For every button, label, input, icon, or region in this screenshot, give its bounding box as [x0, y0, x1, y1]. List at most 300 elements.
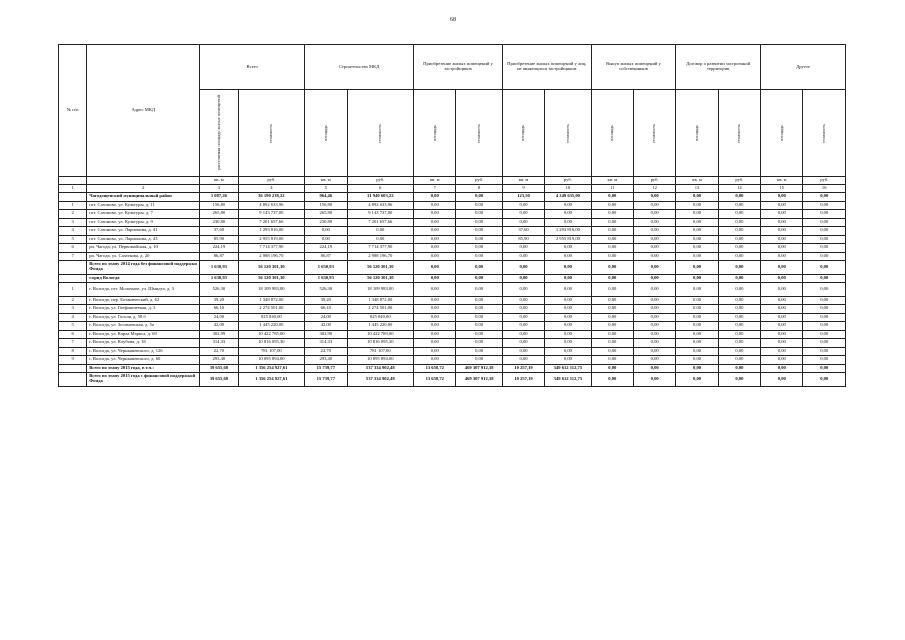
value-cell: 0,00	[347, 227, 414, 236]
value-cell: 0,00	[502, 283, 544, 297]
group-header-purchase-developers: Приобретение жилых помещений у застройщиков	[414, 45, 503, 90]
row-number-cell: 6	[59, 330, 87, 339]
value-cell: 0,00	[676, 339, 718, 348]
value-cell: 0,00	[414, 356, 456, 365]
column-number-cell: 4	[238, 185, 305, 193]
value-cell: 1 630,93	[305, 261, 347, 275]
value-cell: 0,00	[502, 261, 544, 275]
value-cell: 0,00	[591, 261, 633, 275]
value-cell: 56 120 301,30	[347, 261, 414, 275]
value-cell: 0,00	[633, 210, 675, 219]
subcolumn-header	[456, 90, 502, 177]
unit-cell: кв. м	[676, 177, 718, 185]
value-cell: 0,00	[633, 283, 675, 297]
column-number-cell: 14	[718, 185, 760, 193]
row-number-cell: 8	[59, 347, 87, 356]
unit-cell: руб.	[456, 177, 502, 185]
table-row	[59, 244, 846, 253]
value-cell: 0,00	[545, 283, 591, 297]
value-cell: 0,00	[414, 252, 456, 261]
value-cell: 4 892 633,96	[347, 201, 414, 210]
total-row	[59, 274, 846, 283]
group-header-total: Всего	[200, 45, 305, 90]
value-cell: 0,00	[591, 356, 633, 365]
value-cell: 0,00	[414, 235, 456, 244]
value-cell: 0,00	[633, 201, 675, 210]
value-cell: 0,00	[676, 296, 718, 305]
value-cell: 0,00	[545, 244, 591, 253]
value-cell: 39 655,68	[200, 364, 238, 373]
value-cell: 0,00	[803, 347, 846, 356]
value-cell: 0,00	[718, 227, 760, 236]
value-cell: 2 274 501,00	[238, 305, 305, 314]
subcolumn-header	[633, 90, 675, 177]
value-cell: 85,90	[502, 235, 544, 244]
address-cell: г. Вологда, ул. Карла Маркса, д. 69	[87, 330, 200, 339]
value-cell: 0,00	[718, 244, 760, 253]
value-cell: 0,00	[414, 339, 456, 348]
value-cell: 0,00	[761, 330, 803, 339]
value-cell: 0,00	[761, 227, 803, 236]
value-cell: 0,00	[456, 261, 502, 275]
row-number-cell	[59, 373, 87, 387]
table-row	[59, 347, 846, 356]
value-cell: 0,00	[803, 193, 846, 202]
value-cell: 293,40	[305, 356, 347, 365]
row-number-cell: 4	[59, 227, 87, 236]
value-cell: 10 422 789,00	[347, 330, 414, 339]
subcolumn-header-text: площадь	[778, 125, 784, 141]
value-cell: 0,00	[633, 313, 675, 322]
value-cell: 0,00	[676, 244, 718, 253]
value-cell: 0,00	[545, 347, 591, 356]
value-cell: 0,00	[456, 201, 502, 210]
column-numbers-row	[59, 185, 846, 193]
row-number-cell	[59, 193, 87, 202]
value-cell: 0,00	[545, 305, 591, 314]
value-cell: 0,00	[545, 261, 591, 275]
row-number-cell: 3	[59, 218, 87, 227]
value-cell: 0,00	[676, 364, 718, 373]
value-cell: 0,00	[414, 218, 456, 227]
value-cell: 0,00	[456, 210, 502, 219]
row-number-cell	[59, 364, 87, 373]
table-row	[59, 283, 846, 297]
row-number-cell: 3	[59, 305, 87, 314]
value-cell: 0,00	[545, 313, 591, 322]
total-row	[59, 261, 846, 275]
value-cell: 0,00	[591, 218, 633, 227]
table-row	[59, 218, 846, 227]
value-cell: 13 658,72	[414, 373, 456, 387]
value-cell: 1 087,26	[200, 193, 238, 202]
value-cell: 0,00	[545, 322, 591, 331]
value-cell: 0,00	[718, 347, 760, 356]
column-number-cell: 15	[761, 185, 803, 193]
value-cell: 0,00	[502, 322, 544, 331]
value-cell: 314,33	[200, 339, 238, 348]
unit-cell: кв. м	[591, 177, 633, 185]
value-cell: 0,00	[591, 305, 633, 314]
value-cell: 0,00	[803, 244, 846, 253]
subcolumn-header	[718, 90, 760, 177]
value-cell: 0,00	[676, 235, 718, 244]
value-cell: 13 658,72	[414, 364, 456, 373]
value-cell: 0,00	[545, 296, 591, 305]
value-cell: 0,00	[502, 330, 544, 339]
value-cell: 0,00	[803, 356, 846, 365]
subcolumn-header-text: стоимость	[564, 123, 570, 143]
value-cell: 0,00	[502, 356, 544, 365]
value-cell: 0,00	[761, 201, 803, 210]
column-number-cell: 7	[414, 185, 456, 193]
housing-program-table	[58, 44, 846, 387]
value-cell: 0,00	[803, 227, 846, 236]
value-cell: 0,00	[591, 252, 633, 261]
unit-cell: кв. м	[502, 177, 544, 185]
value-cell: 7 714 377,90	[238, 244, 305, 253]
value-cell: 526,30	[305, 283, 347, 297]
value-cell: 0,00	[676, 347, 718, 356]
value-cell: 0,00	[803, 201, 846, 210]
value-cell: 0,00	[718, 252, 760, 261]
value-cell: 9 143 737,00	[347, 210, 414, 219]
group-header-construction: Строительство МКД	[305, 45, 414, 90]
value-cell: 0,00	[545, 218, 591, 227]
value-cell: 0,00	[456, 305, 502, 314]
value-cell: 0,00	[761, 210, 803, 219]
subcolumn-header	[238, 90, 305, 177]
value-cell: 0,00	[718, 364, 760, 373]
address-cell: г.орид Вологда	[87, 274, 200, 283]
value-cell: 230,80	[200, 218, 238, 227]
value-cell: 0,00	[414, 313, 456, 322]
value-cell: 0,00	[718, 373, 760, 387]
value-cell: 0,00	[718, 274, 760, 283]
subcolumn-header-text: площадь	[520, 125, 526, 141]
subcolumn-header	[803, 90, 846, 177]
column-number-cell: 8	[456, 185, 502, 193]
value-cell: 825 840,00	[347, 313, 414, 322]
value-cell: 0,00	[676, 373, 718, 387]
unit-cell: руб.	[803, 177, 846, 185]
value-cell: 0,00	[591, 296, 633, 305]
value-cell: 0,00	[591, 373, 633, 387]
table-row	[59, 227, 846, 236]
value-cell: 825 840,00	[238, 313, 305, 322]
value-cell: 0,00	[633, 364, 675, 373]
address-cell: г. Вологда, ул. Зосимовская, д. 5а	[87, 322, 200, 331]
value-cell: 0,00	[718, 305, 760, 314]
unit-cell: кв. м	[305, 177, 347, 185]
value-cell: 314,33	[305, 339, 347, 348]
column-number-cell: 3	[200, 185, 238, 193]
row-number-cell: 7	[59, 339, 87, 348]
address-cell: пгт. Сазоново, ул. Ларионова, д. 43	[87, 235, 200, 244]
value-cell: 0,00	[718, 201, 760, 210]
value-cell: 0,00	[633, 296, 675, 305]
subcolumn-header	[502, 90, 544, 177]
column-number-cell: 12	[633, 185, 675, 193]
value-cell: 2 988 196,70	[238, 252, 305, 261]
value-cell: 781 107,00	[238, 347, 305, 356]
value-cell: 0,00	[803, 235, 846, 244]
value-cell: 9 143 737,00	[238, 210, 305, 219]
row-number-cell: 7	[59, 252, 87, 261]
value-cell: 0,00	[347, 235, 414, 244]
value-cell: 0,00	[591, 274, 633, 283]
value-cell: 0,00	[761, 235, 803, 244]
value-cell: 230,80	[305, 218, 347, 227]
value-cell: 39 655,68	[200, 373, 238, 387]
subcolumn-header	[305, 90, 347, 177]
value-cell: 0,00	[676, 193, 718, 202]
value-cell: 0,00	[456, 193, 502, 202]
value-cell: 0,00	[502, 339, 544, 348]
value-cell: 0,00	[414, 227, 456, 236]
value-cell: 7 714 377,90	[347, 244, 414, 253]
value-cell: 24,00	[200, 313, 238, 322]
value-cell: 0,00	[456, 296, 502, 305]
value-cell: 0,00	[761, 193, 803, 202]
value-cell: 0,00	[633, 347, 675, 356]
value-cell: 0,00	[803, 364, 846, 373]
address-cell: Всего по этапу 2015 года, в т.ч.:	[87, 364, 200, 373]
value-cell: 0,00	[633, 373, 675, 387]
value-cell: 349 612 112,75	[545, 364, 591, 373]
column-number-cell: 9	[502, 185, 544, 193]
value-cell: 0,00	[761, 356, 803, 365]
group-header-purchase-non-developers: Приобретение жилых помещений у лиц, не являющихся застройщиком	[502, 45, 591, 90]
value-cell: 2 955 819,00	[238, 235, 305, 244]
column-number-cell: 6	[347, 185, 414, 193]
value-cell: 15 739,77	[305, 373, 347, 387]
value-cell: 0,00	[633, 356, 675, 365]
value-cell: 0,00	[305, 235, 347, 244]
subcolumn-header-text: стоимость	[475, 123, 481, 143]
value-cell: 123,50	[502, 193, 544, 202]
value-cell: 0,00	[414, 296, 456, 305]
value-cell: 224,19	[200, 244, 238, 253]
value-cell: 0,00	[718, 261, 760, 275]
value-cell: 0,00	[633, 339, 675, 348]
value-cell: 0,00	[676, 322, 718, 331]
address-cell: пгт. Сазоново, ул. Культуры, д. 9	[87, 218, 200, 227]
value-cell: 0,00	[761, 322, 803, 331]
value-cell: 24,00	[305, 313, 347, 322]
value-cell: 156,80	[305, 201, 347, 210]
address-cell: рп. Чагода, ул. Первомайская, д. 10	[87, 244, 200, 253]
value-cell: 0,00	[414, 210, 456, 219]
subcolumn-header-text: расселяемая площадь жилых помещений	[215, 95, 221, 171]
address-cell: пгт. Сазоново, ул. Культуры, д. 11	[87, 201, 200, 210]
value-cell: 1 356 254 927,61	[238, 364, 305, 373]
value-cell: 781 107,00	[347, 347, 414, 356]
value-cell: 0,00	[676, 227, 718, 236]
value-cell: 293,40	[200, 356, 238, 365]
unit-cell: руб.	[545, 177, 591, 185]
value-cell: 0,00	[803, 373, 846, 387]
value-cell: 302,90	[305, 330, 347, 339]
value-cell: 37,60	[200, 227, 238, 236]
value-cell: 469 307 912,38	[456, 364, 502, 373]
value-cell: 0,00	[803, 296, 846, 305]
address-cell: г. Вологда, ул. Чернышевского, д. 60	[87, 356, 200, 365]
value-cell: 224,19	[305, 244, 347, 253]
value-cell: 0,00	[761, 364, 803, 373]
subcolumn-header	[676, 90, 718, 177]
value-cell: 56 120 301,30	[347, 274, 414, 283]
value-cell: 0,00	[676, 313, 718, 322]
value-cell: 156,80	[200, 201, 238, 210]
units-row	[59, 177, 846, 185]
value-cell: 37,60	[502, 227, 544, 236]
value-cell: 0,00	[803, 210, 846, 219]
total-row	[59, 193, 846, 202]
value-cell: 0,00	[414, 330, 456, 339]
subcolumn-header-text: стоимость	[736, 123, 742, 143]
value-cell: 0,00	[761, 218, 803, 227]
value-cell: 0,00	[803, 283, 846, 297]
value-cell: 10 257,19	[502, 364, 544, 373]
value-cell: 0,00	[761, 283, 803, 297]
value-cell: 0,00	[545, 201, 591, 210]
column-number-cell: 11	[591, 185, 633, 193]
total-row	[59, 364, 846, 373]
value-cell: 10 422 785,00	[238, 330, 305, 339]
value-cell: 0,00	[456, 347, 502, 356]
value-cell: 15 739,77	[305, 364, 347, 373]
column-number-cell: 10	[545, 185, 591, 193]
row-number-cell: 4	[59, 313, 87, 322]
row-number-cell: 1	[59, 283, 87, 297]
value-cell: 4 892 633,96	[238, 201, 305, 210]
value-cell: 0,00	[761, 296, 803, 305]
value-cell: 0,00	[803, 218, 846, 227]
row-number-cell: 5	[59, 322, 87, 331]
group-header-territory-development: Договор о развитии застроенной территории	[676, 45, 761, 90]
value-cell: 0,00	[591, 330, 633, 339]
subcolumn-header-text: стоимость	[377, 123, 383, 143]
address-cell: г. Вологда, ул. Гоефшичеекая, д. 3	[87, 305, 200, 314]
value-cell: 1 356 254 927,61	[238, 373, 305, 387]
table-row	[59, 322, 846, 331]
value-cell: 7 201 657,66	[347, 218, 414, 227]
value-cell: 0,00	[676, 252, 718, 261]
value-cell: 526,30	[200, 283, 238, 297]
unit-cell: кв. м	[200, 177, 238, 185]
value-cell: 0,00	[591, 364, 633, 373]
value-cell: 0,00	[456, 330, 502, 339]
value-cell: 10 257,19	[502, 373, 544, 387]
value-cell: 18 109 983,00	[347, 283, 414, 297]
value-cell: 1 630,93	[200, 261, 238, 275]
value-cell: 1 630,93	[200, 274, 238, 283]
value-cell: 0,00	[633, 274, 675, 283]
value-cell: 22,70	[305, 347, 347, 356]
value-cell: 265,80	[200, 210, 238, 219]
value-cell: 0,00	[414, 322, 456, 331]
value-cell: 0,00	[545, 252, 591, 261]
value-cell: 0,00	[502, 313, 544, 322]
value-cell: 0,00	[414, 274, 456, 283]
value-cell: 0,00	[761, 274, 803, 283]
subcolumn-header-text: площадь	[609, 125, 615, 141]
value-cell: 0,00	[456, 235, 502, 244]
address-cell: пгт. Сазоново, ул. Культуры, д. 7	[87, 210, 200, 219]
value-cell: 0,00	[633, 330, 675, 339]
value-cell: 66,10	[200, 305, 238, 314]
value-cell: 0,00	[414, 193, 456, 202]
page-number: 68	[450, 17, 456, 23]
address-cell: Всего по этапу 2015 года с финансовой поддержкой Фонда	[87, 373, 200, 387]
value-cell: 1 630,93	[305, 274, 347, 283]
subcolumn-header-text: площадь	[693, 125, 699, 141]
row-number-cell	[59, 274, 87, 283]
value-cell: 0,00	[456, 313, 502, 322]
value-cell: 0,00	[591, 235, 633, 244]
value-cell: 0,00	[803, 322, 846, 331]
value-cell: 56 120 301,30	[238, 274, 305, 283]
value-cell: 0,00	[803, 274, 846, 283]
address-cell: г. Вологда, ул. Чернышевского, д. 126	[87, 347, 200, 356]
unit-cell: кв. м	[414, 177, 456, 185]
value-cell: 0,00	[591, 210, 633, 219]
address-cell: г. Вологда, пгт. Молочное, ул. Шмидта, д. 3	[87, 283, 200, 297]
value-cell: 0,00	[591, 339, 633, 348]
value-cell: 0,00	[718, 330, 760, 339]
row-number-cell: 2	[59, 296, 87, 305]
value-cell: 0,00	[676, 201, 718, 210]
value-cell: 0,00	[633, 218, 675, 227]
column-number-cell: 16	[803, 185, 846, 193]
value-cell: 0,00	[545, 330, 591, 339]
value-cell: 0,00	[803, 339, 846, 348]
value-cell: 0,00	[718, 193, 760, 202]
value-cell: 0,00	[591, 347, 633, 356]
value-cell: 0,00	[761, 339, 803, 348]
value-cell: 0,00	[633, 193, 675, 202]
value-cell: 42,00	[200, 322, 238, 331]
table-row	[59, 305, 846, 314]
column-number-cell: 13	[676, 185, 718, 193]
value-cell: 0,00	[676, 330, 718, 339]
value-cell: 0,00	[761, 244, 803, 253]
value-cell: 22,70	[200, 347, 238, 356]
value-cell: 0,00	[591, 193, 633, 202]
value-cell: 0,00	[591, 227, 633, 236]
value-cell: 42,00	[305, 322, 347, 331]
value-cell: 36 190 238,22	[238, 193, 305, 202]
value-cell: 0,00	[545, 339, 591, 348]
value-cell: 0,00	[414, 347, 456, 356]
unit-cell: руб.	[238, 177, 305, 185]
row-number-cell: 9	[59, 356, 87, 365]
subcolumn-header	[414, 90, 456, 177]
units-empty-cell	[87, 177, 200, 185]
value-cell: 0,00	[414, 244, 456, 253]
value-cell: 31 940 603,22	[347, 193, 414, 202]
table-row	[59, 252, 846, 261]
value-cell: 2 988 196,70	[347, 252, 414, 261]
table-row	[59, 339, 846, 348]
value-cell: 0,00	[676, 210, 718, 219]
value-cell: 0,00	[456, 274, 502, 283]
subcolumn-header	[200, 90, 238, 177]
total-row	[59, 373, 846, 387]
value-cell: 1 445 220,00	[238, 322, 305, 331]
value-cell: 0,00	[591, 244, 633, 253]
